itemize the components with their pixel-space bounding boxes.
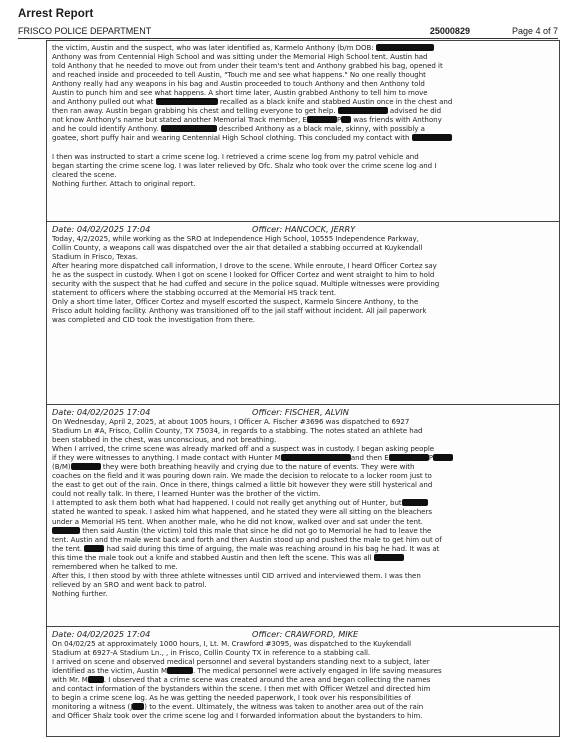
- narrative-line: [52, 170, 554, 179]
- redaction-block: [281, 454, 351, 461]
- redaction-block: [52, 527, 80, 534]
- narrative-line: [52, 124, 554, 133]
- narrative-line: [52, 279, 554, 288]
- entry-officer: Officer: HANCOCK, JERRY: [252, 224, 356, 234]
- narrative-text: described Anthony as a black male, skinny, with possibly a: [216, 124, 425, 134]
- narrative-text: if they were witnesses to anything. I made contact with Hunter M: [52, 453, 281, 463]
- narrative-line: [52, 711, 554, 720]
- entry-date: Date: 04/02/2025 17:04: [52, 224, 151, 234]
- narrative-line: [52, 462, 554, 471]
- narrative-text: ) to the event. Ultimately, the witness was taken to another area out of the rain: [144, 702, 424, 712]
- narrative-text: this time the male took out a knife and stabbed Austin and then left the scene. This was all: [52, 552, 374, 562]
- narrative-line: [52, 507, 554, 516]
- narrative-text: cleared the scene.: [52, 169, 117, 179]
- entry-officer: Officer: FISCHER, ALVIN: [252, 407, 349, 417]
- narrative-text: goatee, short puffy hair and wearing Centennial High School clothing. This concluded my contact with: [52, 133, 412, 143]
- redaction-block: [132, 703, 144, 710]
- narrative-section-hancock: [47, 221, 559, 404]
- narrative-line: [52, 288, 554, 297]
- narrative-line: [52, 453, 554, 462]
- narrative-text: Frisco adult holding facility. Anthony was transitioned off to the jail staff without incident. All jail paperwork: [52, 306, 427, 316]
- narrative-text: Collin County, a weapons call was dispatched over the air that detailed a stabbing occurred at Kuykendall: [52, 243, 423, 253]
- narrative-text: After hearing more dispatched call information, I drove to the scene. While enroute, I heard Officer Cortez say: [52, 261, 437, 271]
- narrative-text: Stadium Ln #A, Frisco, Collin County, TX 75034, in regards to a stabbing. The notes stated an athlete had: [52, 426, 423, 436]
- narrative-text: Stadium in Frisco, Texas.: [52, 252, 138, 262]
- narrative-text: told Anthony that he needed to move out from under their team's tent and Anthony grabbed his bag, opened it: [52, 61, 443, 71]
- narrative-text: Stadium at 6927-A Stadium Ln., , in Frisco, Collin County TX in reference to a stabbing call.: [52, 648, 371, 658]
- narrative-line: [52, 471, 554, 480]
- header-rule: [18, 38, 558, 39]
- narrative-text: the victim, Austin and the suspect, who was later identified as, Karmelo Anthony (b/m DOB:: [52, 43, 376, 52]
- narrative-text: could not really talk. In there, I learned Hunter was the brother of the victim.: [52, 489, 321, 499]
- narrative-line: [52, 61, 554, 70]
- narrative-text: (B/M): [52, 462, 71, 472]
- narrative-line: [52, 693, 554, 702]
- narrative-text: and contact information of the bystanders within the scene. I then met with Officer Wetzel and directed him: [52, 684, 431, 694]
- narrative-line: [52, 589, 554, 598]
- narrative-line: [52, 179, 554, 188]
- redaction-block: [161, 125, 217, 132]
- narrative-text: under a Memorial HS tent. When another male, who he did not know, walked over and sat under the tent.: [52, 516, 423, 526]
- narrative-section-fischer: [47, 404, 559, 626]
- narrative-text: I then was instructed to start a crime scene log. I retrieved a crime scene log from my patrol vehicle and: [52, 151, 419, 161]
- narrative-line: [52, 143, 554, 152]
- narrative-text: with Mr. M: [52, 675, 88, 685]
- narrative-line: [52, 444, 554, 453]
- narrative-text: I arrived on scene and observed medical personnel and several bystanders standing next to a subject, later: [52, 657, 430, 667]
- narrative-text: had said during this time of arguing, the male was reaching around in his bag he had. It was at: [104, 543, 440, 553]
- redaction-block: [412, 134, 452, 141]
- narrative-text: After this, I then stood by with three athlete witnesses until CID arrived and interviewed them. I was then: [52, 570, 421, 580]
- narrative-line: [52, 544, 554, 553]
- narrative-line: [52, 702, 554, 711]
- narrative-text: and then E: [350, 453, 389, 463]
- entry-header: [52, 224, 554, 234]
- narrative-text: and Anthony pulled out what: [52, 97, 156, 107]
- narrative-text: P: [336, 115, 342, 125]
- entry-officer: Officer: CRAWFORD, MIKE: [252, 629, 359, 639]
- narrative-line: [52, 675, 554, 684]
- redaction-block: [156, 98, 218, 105]
- narrative-line: [52, 243, 554, 252]
- narrative-text: and he could identify Anthony.: [52, 124, 161, 134]
- narrative-line: [52, 133, 554, 142]
- department-name: FRISCO POLICE DEPARTMENT: [18, 26, 152, 36]
- narrative-line: [52, 553, 554, 562]
- narrative-text: . I observed that a crime scene was created around the area and began collecting the names: [103, 675, 431, 685]
- redaction-block: [433, 454, 453, 461]
- narrative-text: recalled as a black knife and stabbed Austin once in the chest and: [217, 97, 453, 107]
- narrative-line: [52, 297, 554, 306]
- narrative-text: Today, 4/2/2025, while working as the SRO at Independence High School, 10555 Independence Parkway,: [52, 234, 419, 243]
- entry-date: Date: 04/02/2025 17:04: [52, 407, 151, 417]
- entry-header: [52, 629, 554, 639]
- redaction-block: [341, 116, 351, 123]
- narrative-line: [52, 315, 554, 324]
- narrative-text: monitoring a witness (J: [52, 702, 133, 712]
- narrative-line: [52, 161, 554, 170]
- narrative-text: coaches on the field and it was pouring down rain. We made the decision to relocate to a locker room just to: [52, 471, 432, 481]
- narrative-line: [52, 489, 554, 498]
- narrative-text: and reached inside and proceeded to tell Austin, "Touch me and see what happens." No one really thought: [52, 70, 426, 80]
- narrative-frame: [46, 40, 560, 737]
- narrative-line: [52, 97, 554, 106]
- narrative-line: [52, 52, 554, 61]
- narrative-line: [52, 639, 554, 648]
- redaction-block: [389, 454, 429, 461]
- narrative-text: relieved by an SRO and went back to patrol.: [52, 579, 207, 589]
- narrative-line: [52, 657, 554, 666]
- narrative-text: to begin a crime scene log. As he was getting the needed paperwork, I took over his responsibilities of: [52, 693, 411, 703]
- narrative-line: [52, 79, 554, 88]
- narrative-text: stated he wanted to speak. I asked him what happened, and he stated they were all sitting on the bleachers: [52, 507, 432, 517]
- narrative-line: [52, 252, 554, 261]
- narrative-text: was completed and CID took the investigation from there.: [52, 315, 255, 325]
- report-title: Arrest Report: [18, 8, 94, 20]
- narrative-text: tent. Austin and the male went back and forth and then Austin stood up and pushed the male to get him out of: [52, 534, 442, 544]
- narrative-line: [52, 535, 554, 544]
- narrative-line: [52, 571, 554, 580]
- report-header: [18, 24, 558, 38]
- narrative-line: [52, 498, 554, 507]
- narrative-line: [52, 562, 554, 571]
- narrative-line: [52, 526, 554, 535]
- narrative-line: [52, 152, 554, 161]
- narrative-text: advised he did: [387, 106, 442, 116]
- redaction-block: [338, 107, 388, 114]
- page-number: Page 4 of 7: [511, 26, 558, 36]
- narrative-text: I attempted to ask them both what had happened. I could not really get anything out of Hunter, but: [52, 498, 402, 508]
- narrative-line: [52, 261, 554, 270]
- redaction-block: [376, 44, 434, 51]
- narrative-text: Nothing further. Attach to original report.: [52, 178, 196, 188]
- narrative-text: then ran away. Austin began grabbing his chest and telling everyone to get help.: [52, 106, 338, 116]
- entry-date: Date: 04/02/2025 17:04: [52, 629, 151, 639]
- narrative-line: [52, 517, 554, 526]
- entry-header: [52, 407, 554, 417]
- narrative-line: [52, 306, 554, 315]
- redaction-block: [167, 667, 193, 674]
- narrative-line: [52, 417, 554, 426]
- redaction-block: [402, 499, 428, 506]
- narrative-text: the tent.: [52, 543, 85, 553]
- narrative-text: the east to get out of the rain. Once in there, things calmed a little bit however they were still hysterical and: [52, 480, 433, 490]
- narrative-text: began starting the crime scene log. I was later relieved by Ofc. Shalz who took over the crime scene log and I: [52, 160, 437, 170]
- narrative-text: security with the suspect that he had cuffed and secure in the police squad. Multiple witnesses were providing: [52, 279, 440, 289]
- redaction-block: [84, 545, 104, 552]
- narrative-text: Nothing further.: [52, 588, 108, 598]
- redaction-block: [307, 116, 337, 123]
- narrative-line: [52, 88, 554, 97]
- narrative-text: identified as the victim, Austin M: [52, 666, 167, 676]
- case-number: 25000829: [429, 26, 470, 36]
- narrative-text: Anthony was from Centennial High School and was sitting under the Memorial High School tent. Austin had: [52, 52, 428, 62]
- narrative-text: On Wednesday, April 2, 2025, at about 1005 hours, I Officer A. Fischer #3696 was dispatched to 6927: [52, 417, 410, 426]
- narrative-text: he as the suspect in custody. When I got on scene I looked for Officer Cortez and went straight to him to hold: [52, 270, 435, 280]
- narrative-line: [52, 426, 554, 435]
- narrative-line: [52, 435, 554, 444]
- narrative-text: Anthony really had any weapons in his bag and Austin proceeded to touch Anthony and then Anthony told: [52, 79, 425, 89]
- redaction-block: [71, 463, 101, 470]
- narrative-text: not know Anthony's name but stated another Memorial Track member, E: [52, 115, 307, 125]
- narrative-text: . The medical personnel were actively engaged in life saving measures: [193, 666, 442, 676]
- narrative-text: When I arrived, the crime scene was already marked off and a suspect was in custody. I began asking people: [52, 444, 435, 454]
- narrative-text: remembered when he talked to me.: [52, 561, 178, 571]
- narrative-text: statement to officers where the stabbing occurred at the Memorial HS track tent.: [52, 288, 337, 298]
- narrative-line: [52, 106, 554, 115]
- narrative-section-crawford: [47, 626, 559, 738]
- narrative-text: been stabbed in the chest, was unconscious, and not breathing.: [52, 435, 277, 445]
- narrative-section-continued: [47, 41, 559, 221]
- narrative-line: [52, 648, 554, 657]
- redaction-block: [88, 676, 104, 683]
- narrative-line: [52, 480, 554, 489]
- narrative-text: and Officer Shalz took over the crime scene log and I forwarded information about the bystanders to him.: [52, 711, 423, 721]
- narrative-text: they were both breathing heavily and crying due to the nature of events. They were with: [100, 462, 415, 472]
- narrative-text: Austin to punch him and see what happens. A short time later, Austin grabbed Anthony to tell him to move: [52, 88, 428, 98]
- narrative-text: P: [428, 453, 433, 463]
- narrative-text: Only a short time later, Officer Cortez and myself escorted the suspect, Karmelo Sincere Anthony, to the: [52, 297, 419, 307]
- narrative-line: [52, 684, 554, 693]
- narrative-text: was friends with Anthony: [351, 115, 442, 125]
- narrative-line: [52, 666, 554, 675]
- narrative-text: On 04/02/25 at approximately 1000 hours, I, Lt. M. Crawford #3095, was dispatched to the Kuykendall: [52, 639, 412, 648]
- narrative-line: [52, 234, 554, 243]
- redaction-block: [374, 554, 404, 561]
- narrative-line: [52, 70, 554, 79]
- narrative-line: [52, 115, 554, 124]
- narrative-line: [52, 580, 554, 589]
- narrative-line: [52, 43, 554, 52]
- narrative-text: then said Austin (the victim) told this male that since he did not go to Memorial he had to leave the: [80, 525, 432, 535]
- narrative-line: [52, 270, 554, 279]
